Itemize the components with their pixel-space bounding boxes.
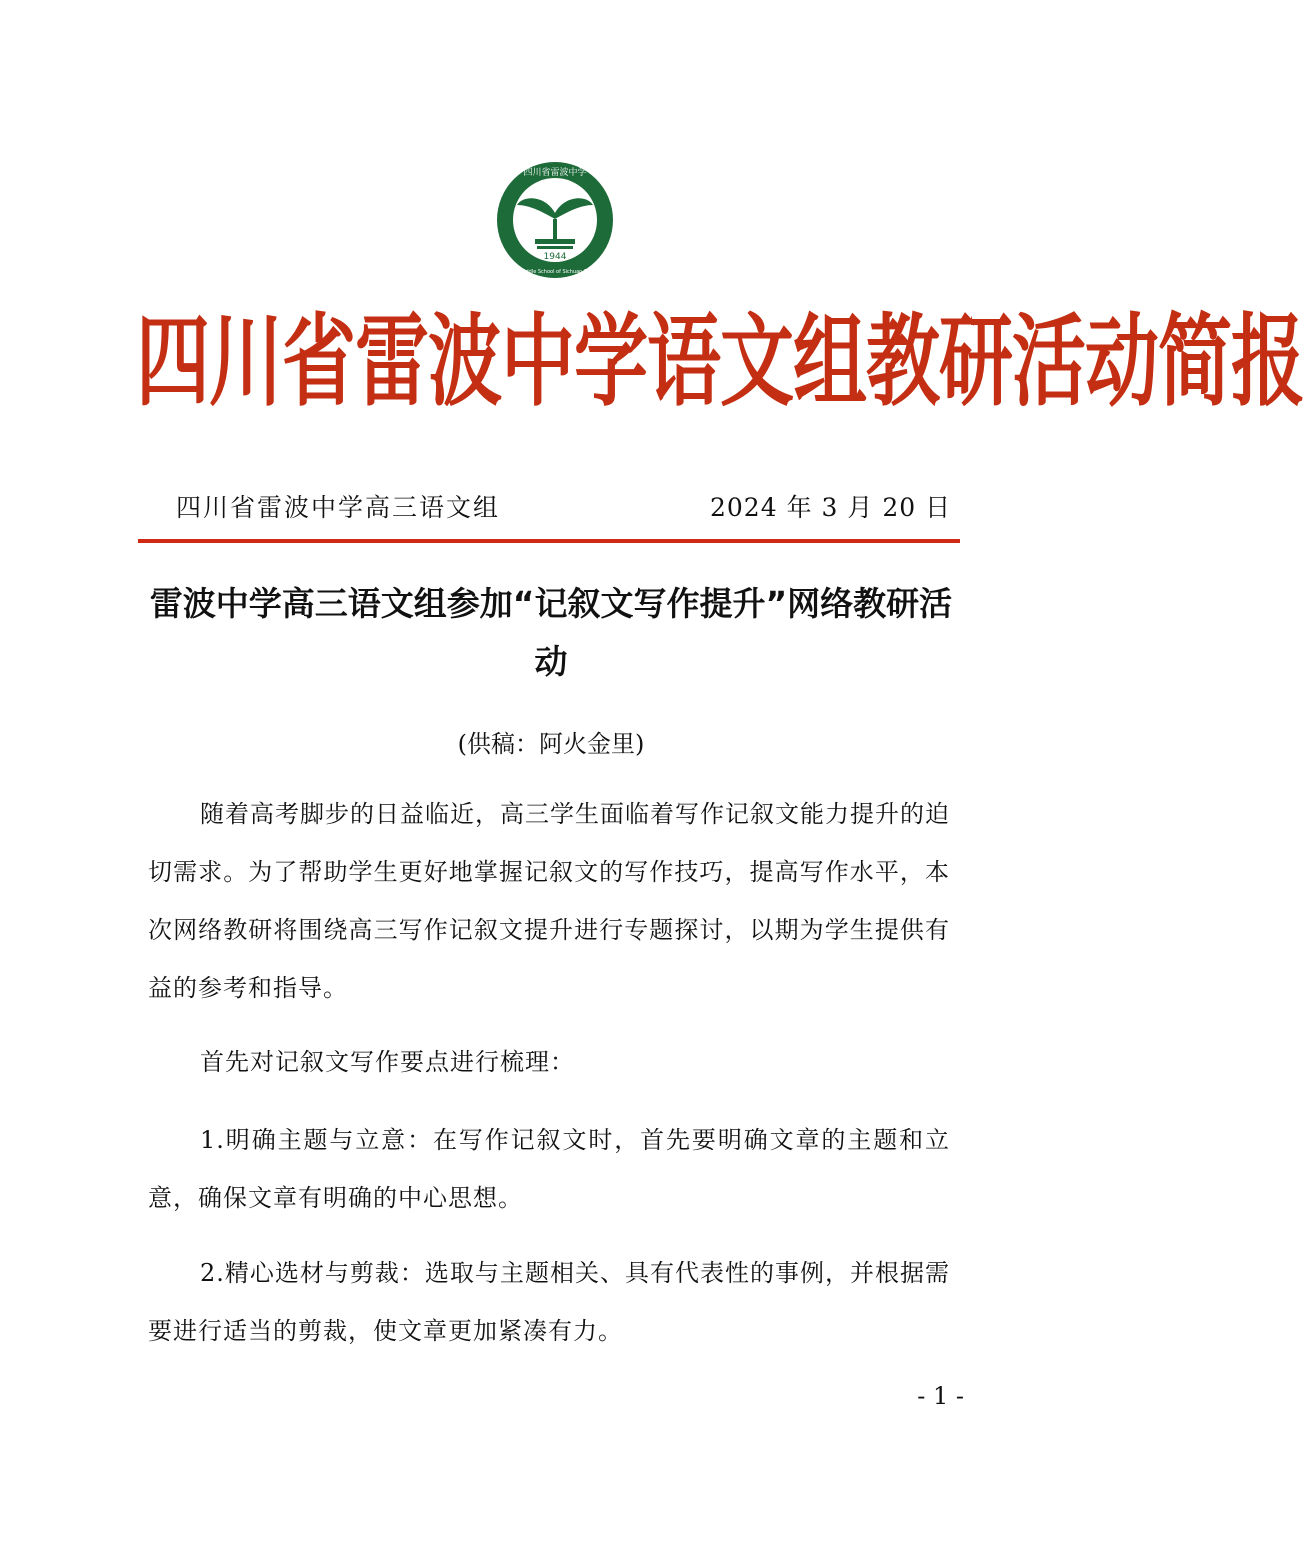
article-byline: (供稿：阿火金里): [457, 730, 645, 758]
logo-year: 1944: [543, 252, 567, 262]
issuing-organization: 四川省雷波中学高三语文组: [176, 493, 501, 522]
paragraph-writing-points: 首先对记叙文写作要点进行梳理：: [200, 1048, 575, 1076]
issue-date: 2024 年 3 月 20 日: [710, 493, 952, 522]
page-number: - 1 -: [917, 1382, 964, 1410]
article-title: 雷波中学高三语文组参加“记叙文写作提升”网络教研活动: [149, 584, 953, 681]
header-divider: [138, 539, 960, 543]
paragraph-point-2: 2.精心选材与剪裁：选取与主题相关、具有代表性的事例，并根据需要进行适当的剪裁，使文章更加紧凑有力。: [148, 1259, 950, 1345]
school-seal-icon: [485, 155, 625, 285]
logo-english-text: Leibo Middle School of Sichuan Province: [504, 269, 606, 275]
masthead-title: 四川省雷波中学语文组教研活动简报: [136, 303, 1304, 421]
paragraph-intro: 随着高考脚步的日益临近，高三学生面临着写作记叙文能力提升的迫切需求。为了帮助学生更好地掌握记叙文的写作技巧，提高写作水平，本次网络教研将围绕高三写作记叙文提升进行专题探讨，以期为学生提供有益的参考和指导。: [148, 800, 950, 1002]
logo-ring-text: 四川省雷波中学: [523, 168, 587, 178]
paragraph-point-1: 1.明确主题与立意：在写作记叙文时，首先要明确文章的主题和立意，确保文章有明确的中心思想。: [148, 1126, 950, 1212]
